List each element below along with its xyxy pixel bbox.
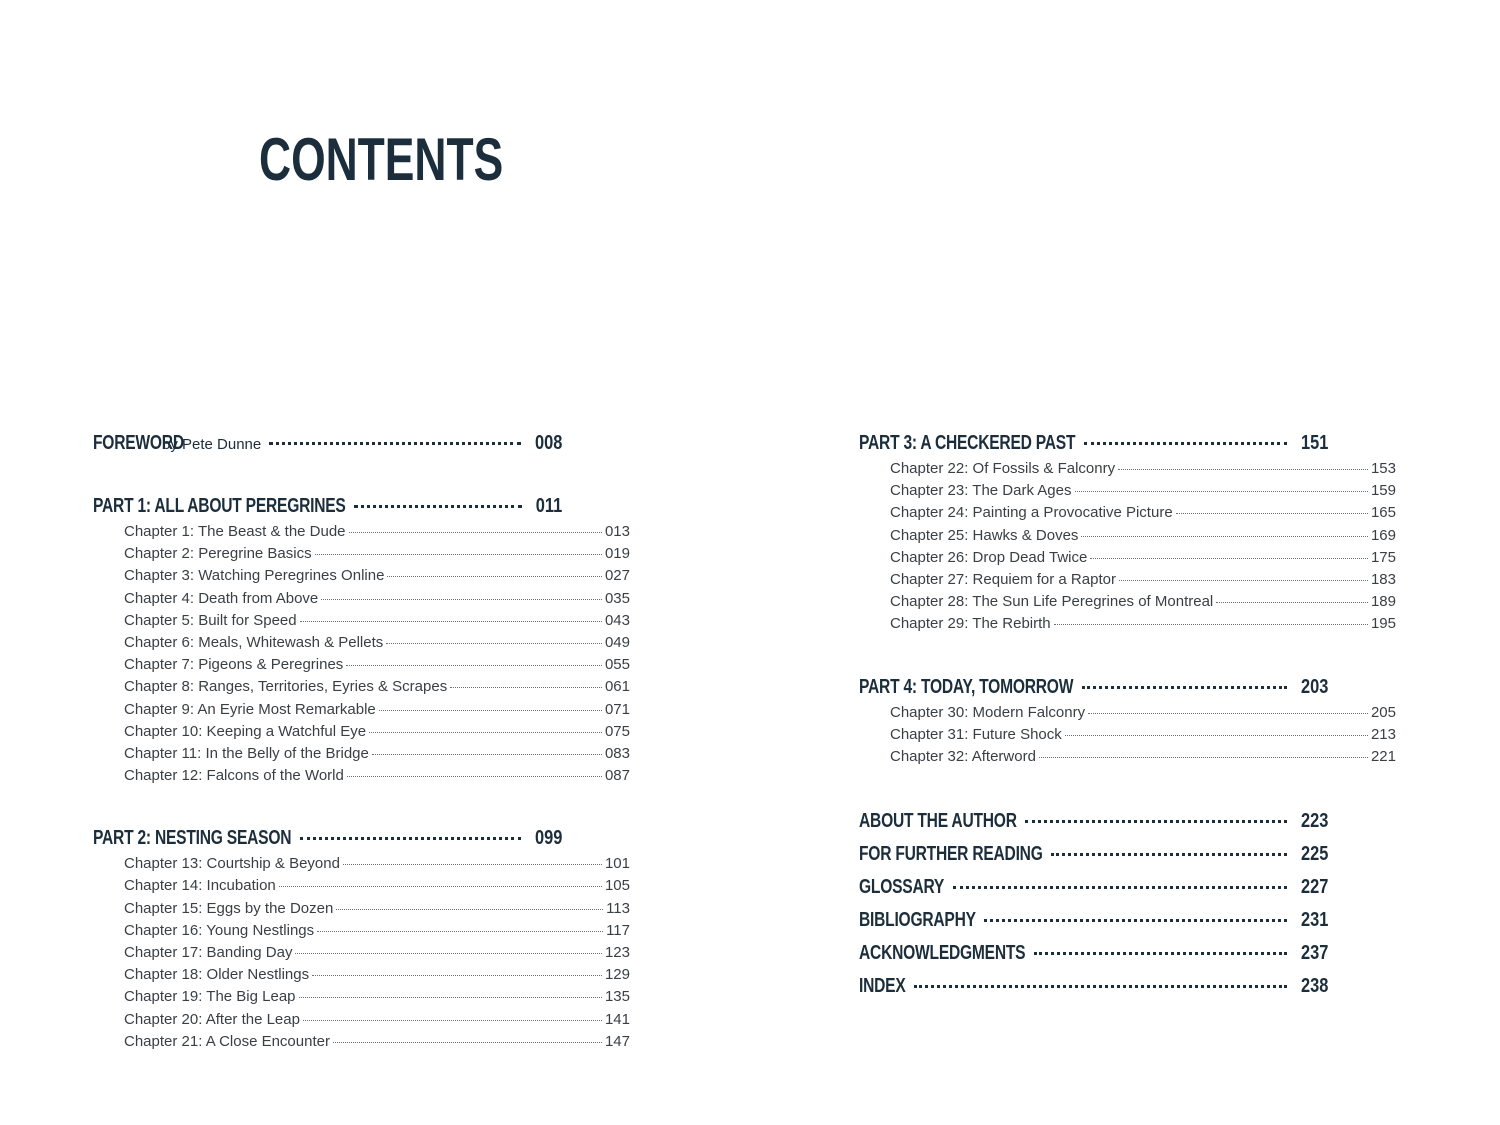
leader-dots — [1051, 853, 1287, 856]
leader-dots — [387, 576, 602, 577]
chapter-row[interactable] — [124, 944, 630, 966]
backmatter-row[interactable] — [859, 975, 1328, 1008]
leader-dots — [1216, 602, 1368, 603]
leader-dots — [953, 886, 1287, 889]
chapter-row[interactable] — [890, 615, 1396, 637]
leader-dots — [299, 997, 602, 998]
foreword-label: FOREWORD — [93, 432, 184, 454]
chapter-list — [890, 460, 1396, 638]
chapter-row[interactable] — [890, 748, 1396, 770]
leader-dots — [295, 953, 602, 954]
chapter-page: 055 — [604, 656, 630, 674]
chapter-title: Chapter 15: Eggs by the Dozen — [124, 899, 334, 917]
chapter-page: 027 — [604, 567, 630, 585]
chapter-row[interactable] — [124, 545, 630, 567]
toc-part-1 — [93, 495, 562, 523]
chapter-title: Chapter 9: An Eyrie Most Remarkable — [124, 700, 376, 718]
chapter-page: 083 — [604, 744, 630, 762]
chapter-page: 117 — [606, 921, 630, 939]
chapter-row[interactable] — [124, 877, 630, 899]
chapter-row[interactable] — [890, 482, 1396, 504]
chapter-row[interactable] — [124, 900, 630, 922]
chapter-page: 123 — [604, 944, 630, 961]
chapter-row[interactable] — [124, 745, 630, 767]
foreword-byline: by Pete Dunne — [162, 436, 262, 453]
chapter-list — [124, 523, 630, 789]
leader-dots — [1088, 713, 1368, 714]
chapter-title: Chapter 23: The Dark Ages — [890, 482, 1072, 500]
leader-dots — [321, 599, 602, 600]
chapter-title: Chapter 5: Built for Speed — [124, 611, 297, 629]
part-page: 203 — [1300, 675, 1328, 698]
chapter-title: Chapter 29: The Rebirth — [890, 615, 1051, 633]
part-page: 151 — [1300, 432, 1328, 454]
chapter-row[interactable] — [124, 855, 630, 877]
chapter-title: Chapter 3: Watching Peregrines Online — [124, 567, 385, 585]
chapter-page: 165 — [1370, 504, 1396, 522]
leader-dots — [1118, 469, 1368, 470]
leader-dots — [347, 776, 602, 777]
chapter-title: Chapter 4: Death from Above — [124, 589, 319, 607]
chapter-page: 101 — [604, 855, 630, 873]
backmatter-list — [859, 810, 1328, 1008]
chapter-row[interactable] — [124, 656, 630, 678]
chapter-title: Chapter 14: Incubation — [124, 877, 276, 895]
chapter-page: 113 — [606, 899, 630, 917]
chapter-title: Chapter 6: Meals, Whitewash & Pellets — [124, 633, 384, 651]
leader-dots — [1081, 536, 1368, 537]
chapter-title: Chapter 13: Courtship & Beyond — [124, 855, 340, 873]
chapter-page: 213 — [1370, 725, 1396, 743]
chapter-title: Chapter 31: Future Shock — [890, 725, 1062, 743]
leader-dots — [1084, 442, 1287, 445]
leader-dots — [333, 1042, 602, 1043]
chapter-page: 189 — [1370, 593, 1396, 611]
leader-dots — [349, 532, 602, 533]
chapter-row[interactable] — [124, 590, 630, 612]
chapter-row[interactable] — [890, 504, 1396, 526]
leader-dots — [984, 919, 1287, 922]
chapter-list — [890, 704, 1396, 771]
chapter-row[interactable] — [124, 523, 630, 545]
leader-dots — [369, 732, 602, 733]
leader-dots — [1176, 513, 1368, 514]
leader-dots — [269, 442, 520, 445]
chapter-title: Chapter 32: Afterword — [890, 747, 1036, 765]
leader-dots — [317, 931, 603, 932]
chapter-title: Chapter 26: Drop Dead Twice — [890, 548, 1088, 566]
leader-dots — [279, 886, 602, 887]
part-label: PART 4: TODAY, TOMORROW — [859, 675, 1074, 698]
backmatter-label: ABOUT THE AUTHOR — [859, 810, 1017, 833]
chapter-row[interactable] — [890, 527, 1396, 549]
leader-dots — [1025, 820, 1287, 823]
chapter-row[interactable] — [124, 1011, 630, 1033]
chapter-title: Chapter 28: The Sun Life Peregrines of Montreal — [890, 593, 1214, 611]
leader-dots — [386, 643, 602, 644]
chapter-row[interactable] — [124, 634, 630, 656]
chapter-row[interactable] — [890, 704, 1396, 726]
chapter-row[interactable] — [890, 549, 1396, 571]
leader-dots — [315, 554, 602, 555]
toc-left-column — [93, 432, 630, 1055]
toc-right-column — [859, 432, 1396, 1008]
chapter-row[interactable] — [124, 612, 630, 634]
chapter-title: Chapter 27: Requiem for a Raptor — [890, 570, 1116, 588]
toc-heading-row[interactable] — [93, 432, 562, 460]
backmatter-page: 238 — [1300, 975, 1328, 998]
foreword-page: 008 — [534, 432, 562, 454]
chapter-page: 071 — [604, 700, 630, 718]
chapter-title: Chapter 2: Peregrine Basics — [124, 545, 312, 563]
chapter-title: Chapter 25: Hawks & Doves — [890, 526, 1079, 544]
chapter-title: Chapter 1: The Beast & the Dude — [124, 523, 346, 540]
chapter-title: Chapter 7: Pigeons & Peregrines — [124, 656, 344, 674]
chapter-row[interactable] — [124, 723, 630, 745]
chapter-row[interactable] — [124, 1033, 630, 1055]
backmatter-row[interactable] — [859, 810, 1328, 843]
part-page: 011 — [535, 495, 562, 517]
leader-dots — [914, 985, 1287, 988]
chapter-title: Chapter 22: Of Fossils & Falconry — [890, 460, 1116, 477]
backmatter-label: INDEX — [859, 975, 906, 998]
leader-dots — [1075, 491, 1368, 492]
chapter-page: 195 — [1370, 615, 1396, 633]
chapter-title: Chapter 11: In the Belly of the Bridge — [124, 744, 369, 762]
chapter-title: Chapter 19: The Big Leap — [124, 988, 296, 1006]
leader-dots — [303, 1020, 602, 1021]
backmatter-row[interactable] — [859, 843, 1328, 876]
backmatter-row[interactable] — [859, 909, 1328, 942]
chapter-page: 147 — [604, 1032, 630, 1050]
chapter-page: 221 — [1370, 747, 1396, 765]
chapter-page: 105 — [604, 877, 630, 895]
chapter-row[interactable] — [890, 593, 1396, 615]
backmatter-page: 223 — [1300, 810, 1328, 833]
backmatter-page: 225 — [1300, 843, 1328, 866]
backmatter-page: 227 — [1300, 876, 1328, 899]
chapter-title: Chapter 30: Modern Falconry — [890, 703, 1086, 721]
leader-dots — [450, 687, 602, 688]
chapter-page: 019 — [604, 545, 630, 563]
leader-dots — [300, 621, 602, 622]
toc-heading-row[interactable] — [93, 827, 562, 855]
chapter-row[interactable] — [124, 678, 630, 700]
page-title: CONTENTS — [259, 126, 504, 193]
chapter-page: 153 — [1370, 460, 1396, 477]
chapter-title: Chapter 21: A Close Encounter — [124, 1032, 330, 1050]
leader-dots — [1034, 952, 1287, 955]
chapter-title: Chapter 10: Keeping a Watchful Eye — [124, 722, 367, 740]
chapter-page: 205 — [1370, 703, 1396, 721]
leader-dots — [312, 975, 602, 976]
toc-part-2 — [93, 827, 562, 855]
leader-dots — [346, 665, 602, 666]
chapter-row[interactable] — [890, 571, 1396, 593]
chapter-page: 183 — [1370, 570, 1396, 588]
toc-heading-row[interactable] — [859, 432, 1328, 460]
chapter-row[interactable] — [124, 567, 630, 589]
leader-dots — [1065, 735, 1368, 736]
chapter-page: 087 — [604, 767, 630, 785]
leader-dots — [1090, 558, 1368, 559]
chapter-page: 049 — [604, 633, 630, 651]
chapter-page: 175 — [1370, 548, 1396, 566]
toc-part-3 — [859, 432, 1328, 460]
chapter-title: Chapter 18: Older Nestlings — [124, 966, 310, 984]
chapter-title: Chapter 12: Falcons of the World — [124, 767, 344, 785]
leader-dots — [336, 909, 603, 910]
chapter-page: 129 — [604, 966, 630, 984]
chapter-page: 061 — [604, 678, 630, 696]
chapter-row[interactable] — [124, 701, 630, 723]
chapter-title: Chapter 8: Ranges, Territories, Eyries & Scrapes — [124, 678, 448, 696]
leader-dots — [1119, 580, 1368, 581]
backmatter-row[interactable] — [859, 876, 1328, 909]
chapter-title: Chapter 20: After the Leap — [124, 1010, 300, 1028]
part-label: PART 3: A CHECKERED PAST — [859, 432, 1076, 454]
chapter-page: 075 — [604, 722, 630, 740]
toc-part-4 — [859, 676, 1328, 704]
backmatter-page: 237 — [1300, 942, 1328, 965]
chapter-page: 159 — [1370, 482, 1396, 500]
backmatter-page: 231 — [1300, 909, 1328, 932]
leader-dots — [379, 710, 602, 711]
chapter-page: 013 — [604, 523, 630, 540]
backmatter-row[interactable] — [859, 942, 1328, 975]
leader-dots — [372, 754, 602, 755]
chapter-page: 141 — [604, 1010, 630, 1028]
chapter-title: Chapter 16: Young Nestlings — [124, 921, 315, 939]
leader-dots — [1082, 686, 1287, 689]
chapter-row[interactable] — [890, 460, 1396, 482]
leader-dots — [343, 864, 602, 865]
leader-dots — [1054, 624, 1368, 625]
chapter-title: Chapter 17: Banding Day — [124, 944, 293, 961]
chapter-row[interactable] — [124, 922, 630, 944]
chapter-row[interactable] — [124, 767, 630, 789]
backmatter-label: ACKNOWLEDGMENTS — [859, 942, 1026, 965]
chapter-page: 169 — [1370, 526, 1396, 544]
backmatter-label: GLOSSARY — [859, 876, 945, 899]
backmatter-label: BIBLIOGRAPHY — [859, 909, 976, 932]
leader-dots — [354, 505, 522, 508]
chapter-list — [124, 855, 630, 1055]
chapter-title: Chapter 24: Painting a Provocative Picture — [890, 504, 1173, 522]
chapter-page: 043 — [604, 611, 630, 629]
leader-dots — [1039, 757, 1368, 758]
chapter-page: 035 — [604, 589, 630, 607]
part-page: 099 — [534, 827, 562, 850]
chapter-page: 135 — [604, 988, 630, 1006]
chapter-row[interactable] — [124, 988, 630, 1010]
toc-heading-row[interactable] — [93, 495, 562, 523]
leader-dots — [300, 837, 521, 840]
toc-heading-row[interactable] — [859, 676, 1328, 704]
toc-foreword — [93, 432, 562, 460]
backmatter-label: FOR FURTHER READING — [859, 843, 1043, 866]
part-label: PART 1: ALL ABOUT PEREGRINES — [93, 495, 346, 517]
chapter-row[interactable] — [890, 726, 1396, 748]
part-label: PART 2: NESTING SEASON — [93, 827, 292, 850]
chapter-row[interactable] — [124, 966, 630, 988]
